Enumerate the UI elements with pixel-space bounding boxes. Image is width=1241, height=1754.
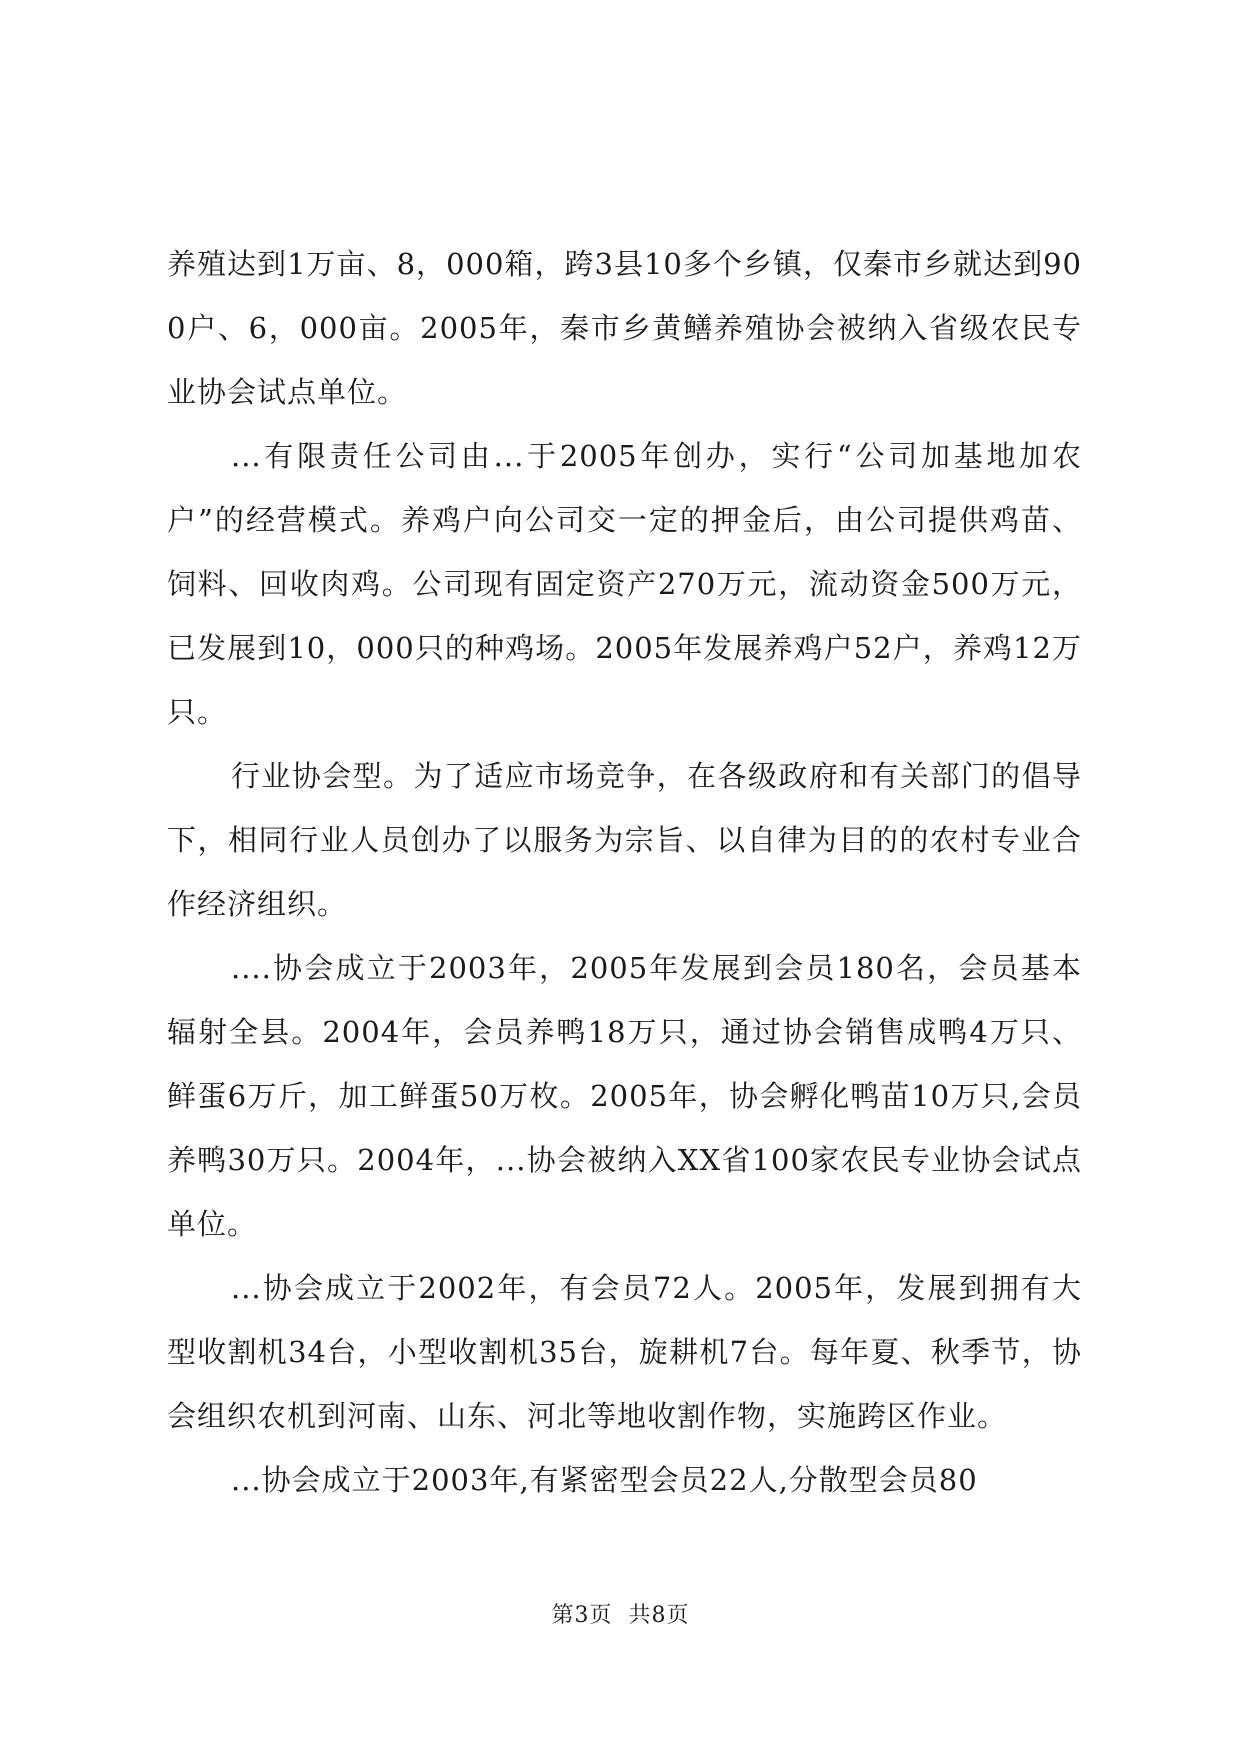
paragraph-3: 行业协会型。为了适应市场竞争，在各级政府和有关部门的倡导下，相同行业人员创办了以服务为宗旨、以自律为目的的农村专业合作经济组织。 [167, 759, 1082, 921]
paragraph-4: ....协会成立于2003年，2005年发展到会员180名，会员基本辐射全县。2004年，会员养鸭18万只，通过协会销售成鸭4万只、鲜蛋6万斤，加工鲜蛋50万枚。2005年，协会孵化鸭苗10万只,会员养鸭30万只。2004年，...协会被纳入XX省100家农民专业协会试点单位。 [167, 951, 1082, 1241]
page-footer [0, 1598, 1241, 1629]
page-number-label: 第3页 共8页 [551, 1603, 690, 1628]
paragraph-1: 养殖达到1万亩、8，000箱，跨3县10多个乡镇，仅秦市乡就达到900户、6，000亩。2005年，秦市乡黄鳝养殖协会被纳入省级农民专业协会试点单位。 [167, 247, 1082, 409]
paragraph-5: ...协会成立于2002年，有会员72人。2005年，发展到拥有大型收割机34台，小型收割机35台，旋耕机7台。每年夏、秋季节，协会组织农机到河南、山东、河北等地收割作物，实施跨区作业。 [167, 1271, 1082, 1433]
paragraph-6: ...协会成立于2003年,有紧密型会员22人,分散型会员80 [231, 1463, 978, 1497]
paragraph-2: ...有限责任公司由...于2005年创办，实行“公司加基地加农户”的经营模式。养鸡户向公司交一定的押金后，由公司提供鸡苗、饲料、回收肉鸡。公司现有固定资产270万元，流动资金500万元，已发展到10，000只的种鸡场。2005年发展养鸡户52户，养鸡12万只。 [167, 439, 1082, 729]
body-text [167, 232, 1082, 1512]
